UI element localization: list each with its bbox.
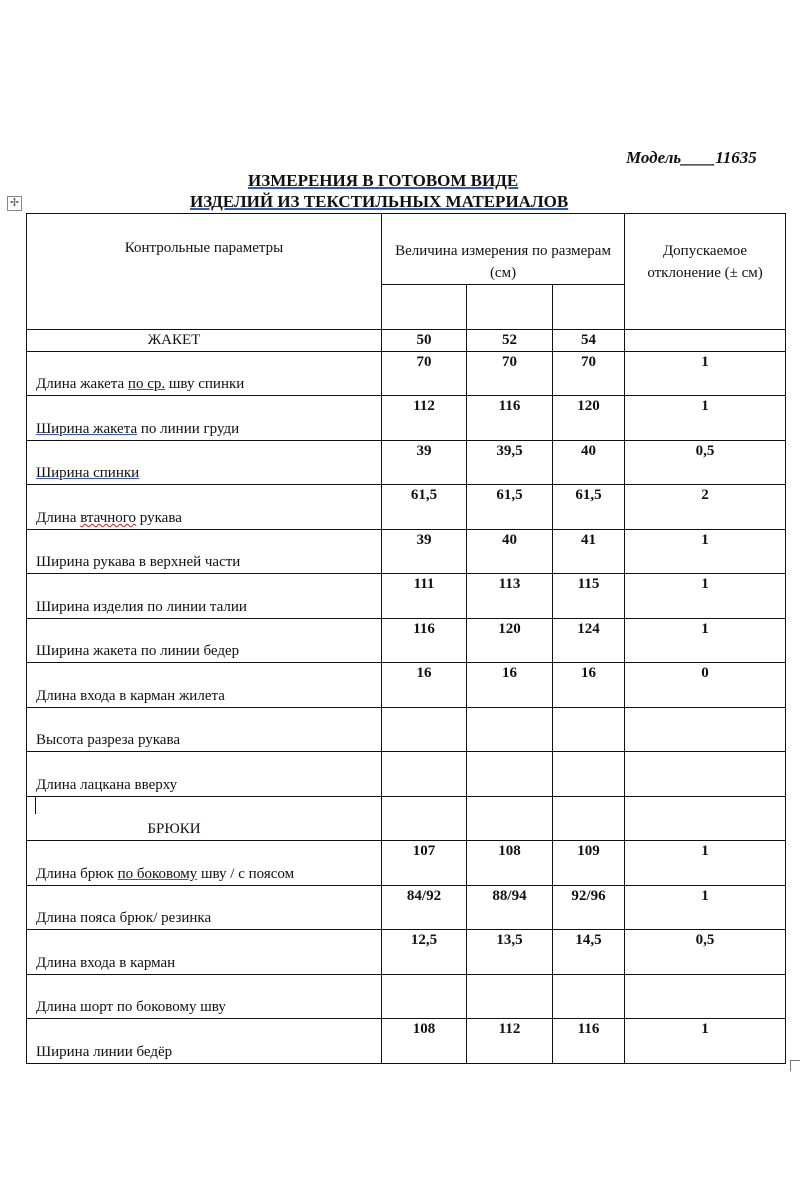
table-row xyxy=(27,574,786,619)
row-value xyxy=(467,975,553,1019)
row-deviation: 1 xyxy=(625,574,786,619)
row-value: 92/96 xyxy=(553,886,625,930)
row-value xyxy=(382,708,467,752)
row-value xyxy=(553,975,625,1019)
table-row xyxy=(27,886,786,930)
table-row xyxy=(27,396,786,441)
row-deviation xyxy=(625,708,786,752)
row-name: Длина входа в карман xyxy=(27,930,382,975)
model-number: Модель____11635 xyxy=(626,148,757,167)
row-deviation: 1 xyxy=(625,396,786,441)
measurements-table xyxy=(26,213,786,1064)
row-value: 61,5 xyxy=(553,485,625,530)
row-name: Ширина спинки xyxy=(27,441,382,485)
row-name: Ширина изделия по линии талии xyxy=(27,574,382,619)
row-name: Длина брюк по боковому шву / с поясом xyxy=(27,841,382,886)
row-value: 108 xyxy=(382,1019,467,1064)
table-row xyxy=(27,530,786,574)
header-subcell xyxy=(553,285,625,330)
row-value: 16 xyxy=(467,663,553,708)
table-row xyxy=(27,930,786,975)
row-value xyxy=(467,708,553,752)
row-value: 41 xyxy=(553,530,625,574)
table-row xyxy=(27,352,786,396)
row-name: Длина втачного рукава xyxy=(27,485,382,530)
row-deviation: 0,5 xyxy=(625,930,786,975)
row-deviation: 2 xyxy=(625,485,786,530)
row-value: 39,5 xyxy=(467,441,553,485)
empty-cell xyxy=(553,797,625,841)
header-subcell xyxy=(467,285,553,330)
row-value: 115 xyxy=(553,574,625,619)
page-corner-mark xyxy=(790,1060,800,1071)
table-row xyxy=(27,619,786,663)
row-value: 40 xyxy=(553,441,625,485)
row-deviation: 1 xyxy=(625,619,786,663)
table-row xyxy=(27,752,786,797)
row-value xyxy=(382,975,467,1019)
row-value: 61,5 xyxy=(382,485,467,530)
row-value: 84/92 xyxy=(382,886,467,930)
row-name: Длина шорт по боковому шву xyxy=(27,975,382,1019)
row-value: 108 xyxy=(467,841,553,886)
row-value: 14,5 xyxy=(553,930,625,975)
empty-cell xyxy=(382,797,467,841)
row-deviation: 1 xyxy=(625,352,786,396)
empty-cell xyxy=(625,797,786,841)
row-name: Длина жакета по ср. шву спинки xyxy=(27,352,382,396)
row-name: Ширина линии бедёр xyxy=(27,1019,382,1064)
row-name: Высота разреза рукава xyxy=(27,708,382,752)
header-deviation: Допускаемое отклонение (± см) xyxy=(625,214,786,330)
size-header: 54 xyxy=(553,330,625,352)
row-name: Длина пояса брюк/ резинка xyxy=(27,886,382,930)
row-value: 16 xyxy=(553,663,625,708)
row-value: 13,5 xyxy=(467,930,553,975)
row-value: 113 xyxy=(467,574,553,619)
document-title-line2: ИЗДЕЛИЙ ИЗ ТЕКСТИЛЬНЫХ МАТЕРИАЛОВ xyxy=(190,192,569,211)
row-value: 70 xyxy=(467,352,553,396)
row-value: 109 xyxy=(553,841,625,886)
row-value: 88/94 xyxy=(467,886,553,930)
row-deviation xyxy=(625,752,786,797)
header-size: Величина измерения по размерам (см) xyxy=(382,214,625,285)
row-value xyxy=(553,708,625,752)
row-deviation: 1 xyxy=(625,886,786,930)
table-row xyxy=(27,708,786,752)
row-deviation xyxy=(625,975,786,1019)
row-value: 124 xyxy=(553,619,625,663)
row-deviation: 1 xyxy=(625,841,786,886)
row-value: 39 xyxy=(382,441,467,485)
row-deviation: 1 xyxy=(625,1019,786,1064)
size-header: 52 xyxy=(467,330,553,352)
row-value: 116 xyxy=(467,396,553,441)
text-cursor xyxy=(35,796,36,814)
row-value: 40 xyxy=(467,530,553,574)
header-param: Контрольные параметры xyxy=(27,214,382,330)
section-jacket: ЖАКЕТ xyxy=(27,330,382,352)
table-row xyxy=(27,485,786,530)
row-name: Ширина рукава в верхней части xyxy=(27,530,382,574)
table-row xyxy=(27,441,786,485)
table-row xyxy=(27,975,786,1019)
row-name: Ширина жакета по линии бедер xyxy=(27,619,382,663)
row-value: 112 xyxy=(382,396,467,441)
row-value: 16 xyxy=(382,663,467,708)
header-subcell xyxy=(382,285,467,330)
row-value: 116 xyxy=(382,619,467,663)
row-value: 112 xyxy=(467,1019,553,1064)
row-deviation: 0 xyxy=(625,663,786,708)
row-name: Длина входа в карман жилета xyxy=(27,663,382,708)
row-value: 116 xyxy=(553,1019,625,1064)
row-value: 70 xyxy=(553,352,625,396)
row-name: Ширина жакета по линии груди xyxy=(27,396,382,441)
section-trousers: БРЮКИ xyxy=(27,797,382,841)
row-value: 61,5 xyxy=(467,485,553,530)
row-value xyxy=(382,752,467,797)
table-move-handle-icon[interactable]: ✢ xyxy=(7,196,22,211)
row-deviation: 1 xyxy=(625,530,786,574)
size-header: 50 xyxy=(382,330,467,352)
row-deviation: 0,5 xyxy=(625,441,786,485)
row-value: 39 xyxy=(382,530,467,574)
empty-cell xyxy=(467,797,553,841)
table-row xyxy=(27,1019,786,1064)
row-value: 107 xyxy=(382,841,467,886)
row-value: 120 xyxy=(553,396,625,441)
row-value: 12,5 xyxy=(382,930,467,975)
row-value: 120 xyxy=(467,619,553,663)
row-name: Длина лацкана вверху xyxy=(27,752,382,797)
row-value: 70 xyxy=(382,352,467,396)
row-value xyxy=(467,752,553,797)
empty-cell xyxy=(625,330,786,352)
table-row xyxy=(27,663,786,708)
document-title-line1: ИЗМЕРЕНИЯ В ГОТОВОМ ВИДЕ xyxy=(248,171,519,190)
table-row xyxy=(27,841,786,886)
row-value xyxy=(553,752,625,797)
row-value: 111 xyxy=(382,574,467,619)
